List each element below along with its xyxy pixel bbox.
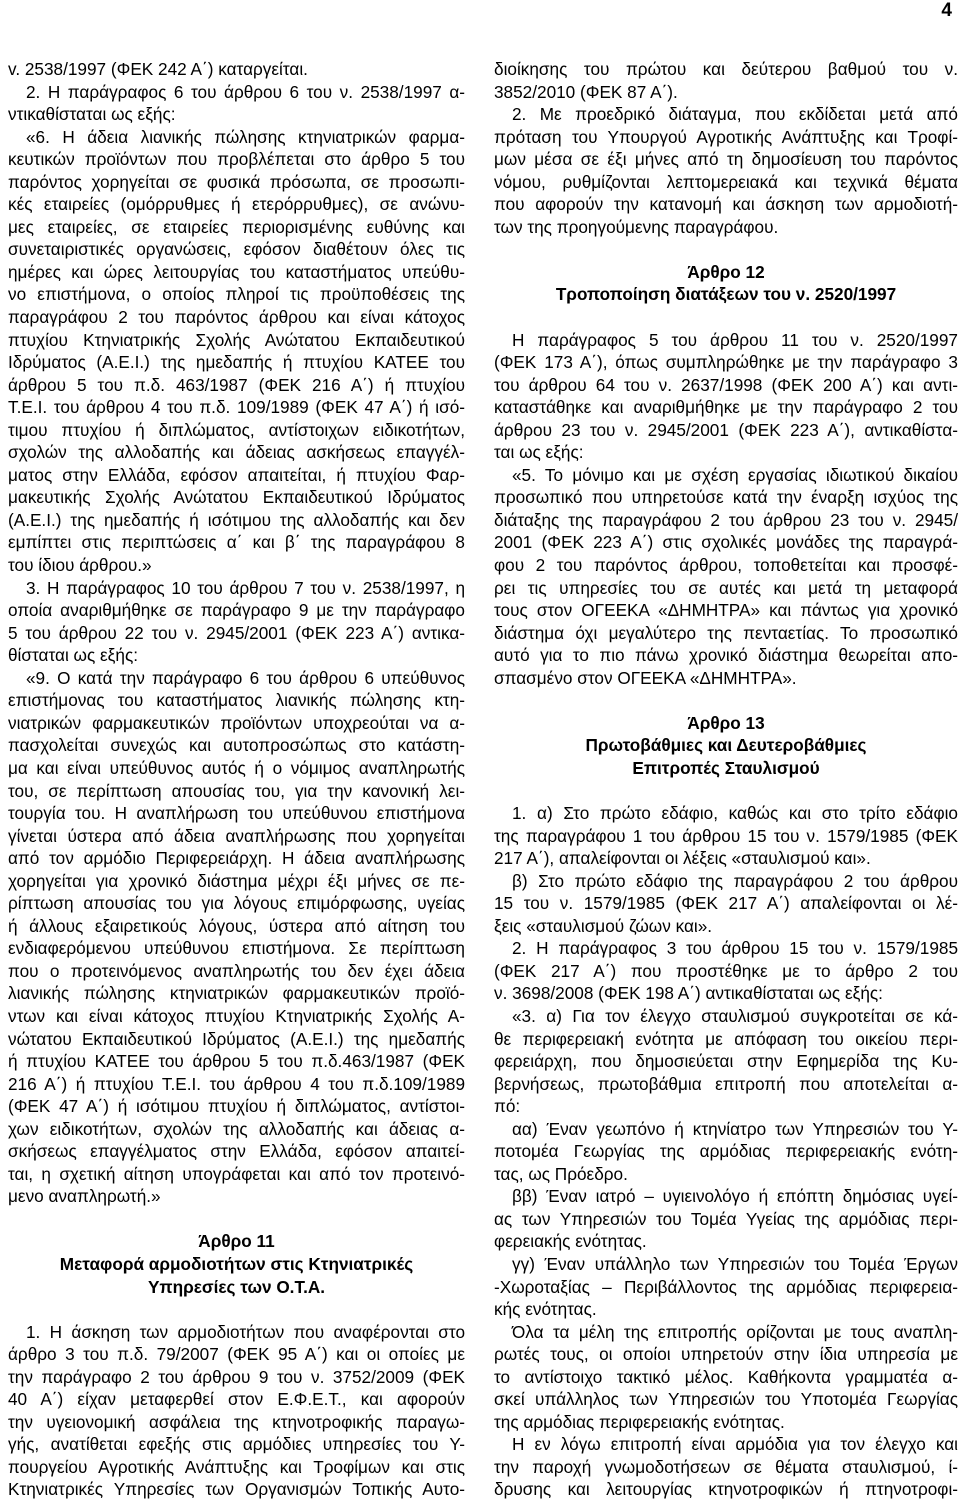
text-line: ρει τις υπηρεσίες του σε αυτές και μετά τη μεταφορά — [494, 577, 958, 598]
text-line: κευτικών προϊόντων που προβλέπεται στο άρθρο 5 του — [8, 149, 465, 170]
text-line: ματος στην Ελλάδα, εφόσον απαιτείται, ή πτυχίου Φαρ- — [8, 464, 465, 485]
text-line: ντικαθίσταται ως εξής: — [8, 104, 176, 125]
spacer — [494, 238, 958, 261]
text-line: οποία αναριθμήθηκε σε παράγραφο 9 με την παράγραφο — [8, 600, 465, 621]
article-heading-line: Τροποποίηση διατάξεων του ν. 2520/1997 — [555, 284, 897, 305]
text-line: χων ειδικοτήτων, σχολών της αλλοδαπής και άδειας α- — [8, 1118, 465, 1139]
text-line: ν. 3698/2008 (ΦΕΚ 198 Α΄) αντικαθίσταται ως εξής: — [494, 983, 883, 1004]
text-line: νιατρικών φαρμακευτικών προϊόντων υποχρεούται να α- — [8, 712, 465, 733]
spacer — [8, 1298, 465, 1321]
text-line: παραγράφου 2 του παρόντος άρθρου και είναι κάτοχος — [8, 307, 465, 328]
text-line: πό: — [494, 1096, 521, 1117]
text-line: της παραγράφου 1 του άρθρου 15 του ν. 1579/1985 (ΦΕΚ — [494, 825, 958, 846]
text-line: βερνήσεως, πρωτοβάθμια επιτροπή που αποτελείται α- — [494, 1073, 958, 1094]
text-line: 1. α) Στο πρώτο εδάφιο, καθώς και στο τρίτο εδάφιο — [512, 803, 958, 824]
text-line: Η εν λόγω επιτροπή είναι αρμόδια για τον έλεγχο και — [512, 1434, 958, 1455]
text-line: ντων και είναι κάτοχος πτυχίου Κτηνιατρικής Σχολής Α- — [8, 1005, 465, 1026]
text-line: ρίπτωση απουσίας του για λόγους επιμόρφωσης, υγείας — [8, 893, 465, 914]
text-line: του άρθρου 64 του ν. 2637/1998 (ΦΕΚ 200 Α΄) και αντι- — [494, 374, 958, 395]
text-line: 1. Η άσκηση των αρμοδιοτήτων που αναφέρονται στο — [26, 1321, 465, 1342]
article-heading-line: Άρθρο 12 — [687, 261, 765, 282]
text-line: τιμου πτυχίου ή διπλώματος, αντίστοιχων ειδικοτήτων, — [8, 419, 465, 440]
text-line: (Α.Ε.Ι.) της ημεδαπής ή ισότιμου της αλλοδαπής και δεν — [8, 509, 465, 530]
text-line: ρωτές τους, οι οποίοι υπηρετούν στην ίδια υπηρεσία με — [494, 1344, 958, 1365]
text-line: ξεις «σταυλισμού ζώων και». — [494, 915, 713, 936]
article-heading-line: Μεταφορά αρμοδιοτήτων στις Κτηνιατρικές — [59, 1253, 414, 1274]
text-line: γής, ανατίθεται εφεξής στις αρμόδιες υπηρεσίες του Υ- — [8, 1434, 465, 1455]
text-line: κής ενότητας. — [494, 1299, 597, 1320]
text-line: αα) Έναν γεωπόνο ή κτηνίατρο των Υπηρεσιών του Υ- — [512, 1118, 958, 1139]
text-line: «6. Η άδεια λιανικής πώλησης κτηνιατρικών φαρμα- — [26, 126, 465, 147]
text-line: μακευτικής Σχολής Ανώτατου Εκπαιδευτικού Ιδρύματος — [8, 487, 465, 508]
text-line: τας, ως Πρόεδρο. — [494, 1163, 628, 1184]
text-line: v. 2538/1997 (ΦΕΚ 242 Α΄) καταργείται. — [8, 59, 308, 79]
text-line: δρυσης και λειτουργίας κτηνοτροφικών ή πτηνοτροφι- — [494, 1479, 958, 1500]
text-line: -Χωροταξίας – Περιβάλλοντος της αρμόδιας περιφερεια- — [494, 1276, 958, 1297]
text-line: φου 2 του παρόντος άρθρου, τοποθετείται και προσφέ- — [494, 555, 958, 576]
text-line: «9. Ο κατά την παράγραφο 6 του άρθρου 6 υπεύθυνος — [26, 667, 465, 688]
text-line: ή άλλους εξαιρετικούς λόγους, ύστερα από αίτηση του — [8, 915, 465, 936]
text-line: ποτομέα Γεωργίας της αρμόδιας περιφερειακής ενότη- — [494, 1141, 958, 1162]
text-line: του ίδιου άρθρου.» — [8, 555, 152, 576]
text-line: ται, η σχετική αίτηση υπογράφεται και από τον προτεινό- — [8, 1163, 465, 1184]
text-line: 5 του άρθρου 22 του ν. 2945/2001 (ΦΕΚ 223 Α΄) αντικα- — [8, 622, 465, 643]
text-line: επιστήμονας του καταστήματος λιανικής πώλησης κτη- — [8, 690, 465, 711]
text-line: γγ) Έναν υπάλληλο των Υπηρεσιών του Τομέα Έργων — [512, 1253, 958, 1274]
text-line: 3852/2010 (ΦΕΚ 87 Α΄). — [494, 81, 678, 102]
article-heading-line: Πρωτοβάθμιες και Δευτεροβάθμιες — [585, 735, 867, 756]
spacer — [8, 1208, 465, 1231]
article-heading-line: Επιτροπές Σταυλισμού — [632, 757, 820, 778]
text-line: μες εταιρείες, σε εταιρείες περιορισμένης ευθύνης και — [8, 216, 465, 237]
text-line: (ΦΕΚ 47 Α΄) ή ισότιμου πτυχίου ή διπλώματος, αντίστοι- — [8, 1096, 465, 1117]
text-line: πτυχίου Κτηνιατρικής Σχολής Ανώτατου Εκπαιδευτικού — [8, 329, 465, 350]
text-line: μα και είναι υπεύθυνος αυτός ή ο νόμιμος αναπληρωτής — [8, 757, 465, 778]
text-line: τους στον ΟΓΕΕΚΑ «ΔΗΜΗΤΡΑ» και πάντως για χρονικό — [494, 600, 958, 621]
text-line: 217 Α΄), απαλείφονται οι λέξεις «σταυλισμού και». — [494, 848, 871, 869]
text-line: Κτηνιατρικές Υπηρεσίες των Οργανισμών Τοπικής Αυτο- — [8, 1479, 465, 1500]
text-line: αυτό για το πιο πάνω χρονικό διάστημα θεωρείται απο- — [494, 645, 958, 666]
text-line: Τ.Ε.Ι. του άρθρου 4 του π.δ. 109/1989 (ΦΕΚ 47 Α΄) ή ισό- — [8, 397, 465, 418]
text-line: το αντίστοιχο τακτικό μέλος. Καθήκοντα γραμματέα α- — [494, 1366, 958, 1387]
text-line: που αφορούν την κατανομή και άσκηση των αρμοδιοτή- — [494, 194, 958, 215]
text-line: ας των Υπηρεσιών του Τομέα Υγείας της αρμόδιας περι- — [494, 1208, 958, 1229]
text-line: μενο αναπληρωτή.» — [8, 1186, 161, 1207]
text-line: άρθρου 23 του ν. 2945/2001 (ΦΕΚ 223 Α΄), αντικαθίστα- — [494, 419, 958, 440]
text-line: διοίκησης του πρώτου και δεύτερου βαθμού του ν. — [494, 59, 958, 79]
spacer — [494, 689, 958, 712]
text-line: διάστημα όχι μεγαλύτερο της πενταετίας. Το προσωπικό — [494, 622, 958, 643]
text-line: ββ) Έναν ιατρό – υγιεινολόγο ή επόπτη δημόσιας υγεί- — [512, 1186, 958, 1207]
text-line: λιανικής πώλησης κτηνιατρικών φαρμακευτικών προϊό- — [8, 983, 465, 1004]
text-line: από τον αρμόδιο Περιφερειάρχη. Η άδεια αναπλήρωσης — [8, 848, 465, 869]
text-line: την υγειονομική ασφάλεια της κτηνοτροφικής παραγω- — [8, 1411, 465, 1432]
article-heading-line: Άρθρο 11 — [198, 1231, 275, 1252]
text-line: «3. α) Για τον έλεγχο σταυλισμού συγκροτείται σε κά- — [512, 1005, 958, 1026]
text-line: θίσταται ως εξής: — [8, 645, 138, 666]
text-line: ημέρες και ώρες λειτουργίας του καταστήματος υπεύθυ- — [8, 261, 465, 282]
article-heading-line: Υπηρεσίες των Ο.Τ.Α. — [147, 1276, 326, 1297]
text-line: πασχολείται συνεχώς και αυτοπροσώπως στο κατάστη- — [8, 735, 465, 756]
text-line: χορηγείται για χρονικό διάστημα μέχρι έξι μήνες σε πε- — [8, 870, 465, 891]
text-line: 2. Η παράγραφος 6 του άρθρου 6 του ν. 2538/1997 α- — [26, 81, 465, 102]
text-line: ή πτυχίου ΚΑΤΕΕ του άρθρου 5 του π.δ.463/1987 (ΦΕΚ — [8, 1051, 465, 1072]
text-line: μων μέσα σε έξι μήνες από τη δημοσίευση του παρόντος — [494, 149, 958, 170]
text-line: β) Στο πρώτο εδάφιο της παραγράφου 2 του άρθρου — [512, 870, 958, 891]
text-line: προσωπικό που υπηρετούσε κατά την έναρξη ισχύος της — [494, 487, 958, 508]
text-line: άρθρο 3 του π.δ. 79/2007 (ΦΕΚ 95 Α΄) και οι οποίες με — [8, 1344, 465, 1365]
text-line: 216 Α΄) ή πτυχίου Τ.Ε.Ι. του άρθρου 4 του π.δ.109/1989 — [8, 1073, 465, 1094]
spacer — [494, 780, 958, 803]
text-line: σκεί υπάλληλος των Υπηρεσιών του Υποτομέα Γεωργίας — [494, 1389, 958, 1410]
text-line: νο επιστήμονα, ο οποίος πληροί τις προϋποθέσεις της — [8, 284, 465, 305]
text-line: του, σε περίπτωση απουσίας του, για την κανονική λει- — [8, 780, 465, 801]
text-line: εμπίπτει στις περιπτώσεις α΄ και β΄ της παραγράφου 8 — [8, 532, 465, 553]
text-line: της αρμόδιας περιφερειακής ενότητας. — [494, 1411, 785, 1432]
text-line: θε περιφερειακή ενότητα με απόφαση του οικείου περι- — [494, 1028, 958, 1049]
text-line: διάταξης της παραγράφου 2 του άρθρου 23 του ν. 2945/ — [494, 509, 958, 530]
text-line: των της προηγούμενης παραγράφου. — [494, 216, 779, 237]
text-line: 2001 (ΦΕΚ 223 Α΄) στις σχολικές μονάδες της παραγρά- — [494, 532, 958, 553]
text-line: καταστάθηκε και αναριθμήθηκε με την παράγραφο 2 του — [494, 397, 958, 418]
text-line: σχολών της αλλοδαπής και άδειας ασκήσεως επαγγέλ- — [8, 442, 465, 463]
text-line: (ΦΕΚ 217 Α΄) που προστέθηκε με το άρθρο 2 του — [494, 960, 958, 981]
text-line: Η παράγραφος 5 του άρθρου 11 του ν. 2520/1997 — [512, 329, 958, 350]
text-line: φερειάρχη, που δημοσιεύεται στην Εφημερίδα της Κυ- — [494, 1051, 958, 1072]
text-line: νώτατου Εκπαιδευτικού Ιδρύματος (Α.Ε.Ι.) της ημεδαπής — [8, 1028, 465, 1049]
text-line: σπασμένο στον ΟΓΕΕΚΑ «ΔΗΜΗΤΡΑ». — [494, 667, 797, 688]
text-line: «5. Το μόνιμο και με σχέση εργασίας ιδιωτικού δικαίου — [512, 464, 958, 485]
text-line: Ιδρύματος (Α.Ε.Ι.) της ημεδαπής ή πτυχίου ΚΑΤΕΕ του — [8, 352, 465, 373]
text-line: (ΦΕΚ 173 Α΄), όπως συμπληρώθηκε με την παράγραφο 3 — [494, 352, 958, 373]
right-column — [494, 58, 958, 1501]
article-heading-line: Άρθρο 13 — [687, 712, 765, 733]
page-number: 4 — [941, 0, 952, 21]
text-line: Όλα τα μέλη της επιτροπής ορίζονται με τους αναπλη- — [512, 1321, 958, 1342]
text-line: πρόταση του Υπουργού Αγροτικής Ανάπτυξης και Τροφί- — [494, 126, 958, 147]
text-line: που ο προτεινόμενος αναπληρωτής του δεν έχει άδεια — [8, 960, 465, 981]
text-line: συνεταιριστικές οργανώσεις, εφόσον διαθέτουν όλες τις — [8, 239, 465, 260]
text-line: σκήσεως επαγγέλματος στην Ελλάδα, εφόσον απαιτεί- — [8, 1141, 465, 1162]
text-line: φερειακής ενότητας. — [494, 1231, 647, 1252]
text-line: 15 του ν. 1579/1985 (ΦΕΚ 217 Α΄) απαλείφονται οι λέ- — [494, 893, 958, 914]
text-line: 3. Η παράγραφος 10 του άρθρου 7 του ν. 2538/1997, η — [26, 577, 465, 598]
left-column — [8, 58, 465, 1501]
text-line: άρθρου 5 του π.δ. 463/1987 (ΦΕΚ 216 Α΄) ή πτυχίου — [8, 374, 465, 395]
text-line: την παροχή γνωμοδοτήσεων σε θέματα σταυλισμού, ί- — [494, 1456, 958, 1477]
spacer — [494, 306, 958, 329]
text-line: πουργείου Αγροτικής Ανάπτυξης και Τροφίμων και στις — [8, 1456, 465, 1477]
text-line: τουργία του. Η αναπλήρωση του υπεύθυνου επιστήμονα — [8, 803, 465, 824]
text-line: παρόντος χορηγείται σε φυσικά πρόσωπα, σε προσωπι- — [8, 171, 465, 192]
text-line: ται ως εξής: — [494, 442, 584, 463]
text-line: ενδιαφερόμενου υπεύθυνου επιστήμονα. Σε περίπτωση — [8, 938, 465, 959]
text-line: γίνεται ύστερα από άδεια αναπλήρωσης που χορηγείται — [8, 825, 465, 846]
text-line: 2. Με προεδρικό διάταγμα, που εκδίδεται μετά από — [512, 104, 958, 125]
text-line: 2. Η παράγραφος 3 του άρθρου 15 του ν. 1579/1985 — [512, 938, 958, 959]
text-line: νόμου, ρυθμίζονται λεπτομερειακά και τεχνικά θέματα — [494, 171, 958, 192]
text-line: 40 Α΄) είχαν μεταφερθεί στον Ε.Φ.Ε.Τ., και αφορούν — [8, 1389, 465, 1410]
text-line: την παράγραφο 2 του άρθρου 9 του ν. 3752/2009 (ΦΕΚ — [8, 1366, 465, 1387]
text-line: κές εταιρείες (ομόρρυθμες ή ετερόρρυθμες), σε ανώνυ- — [8, 194, 465, 215]
